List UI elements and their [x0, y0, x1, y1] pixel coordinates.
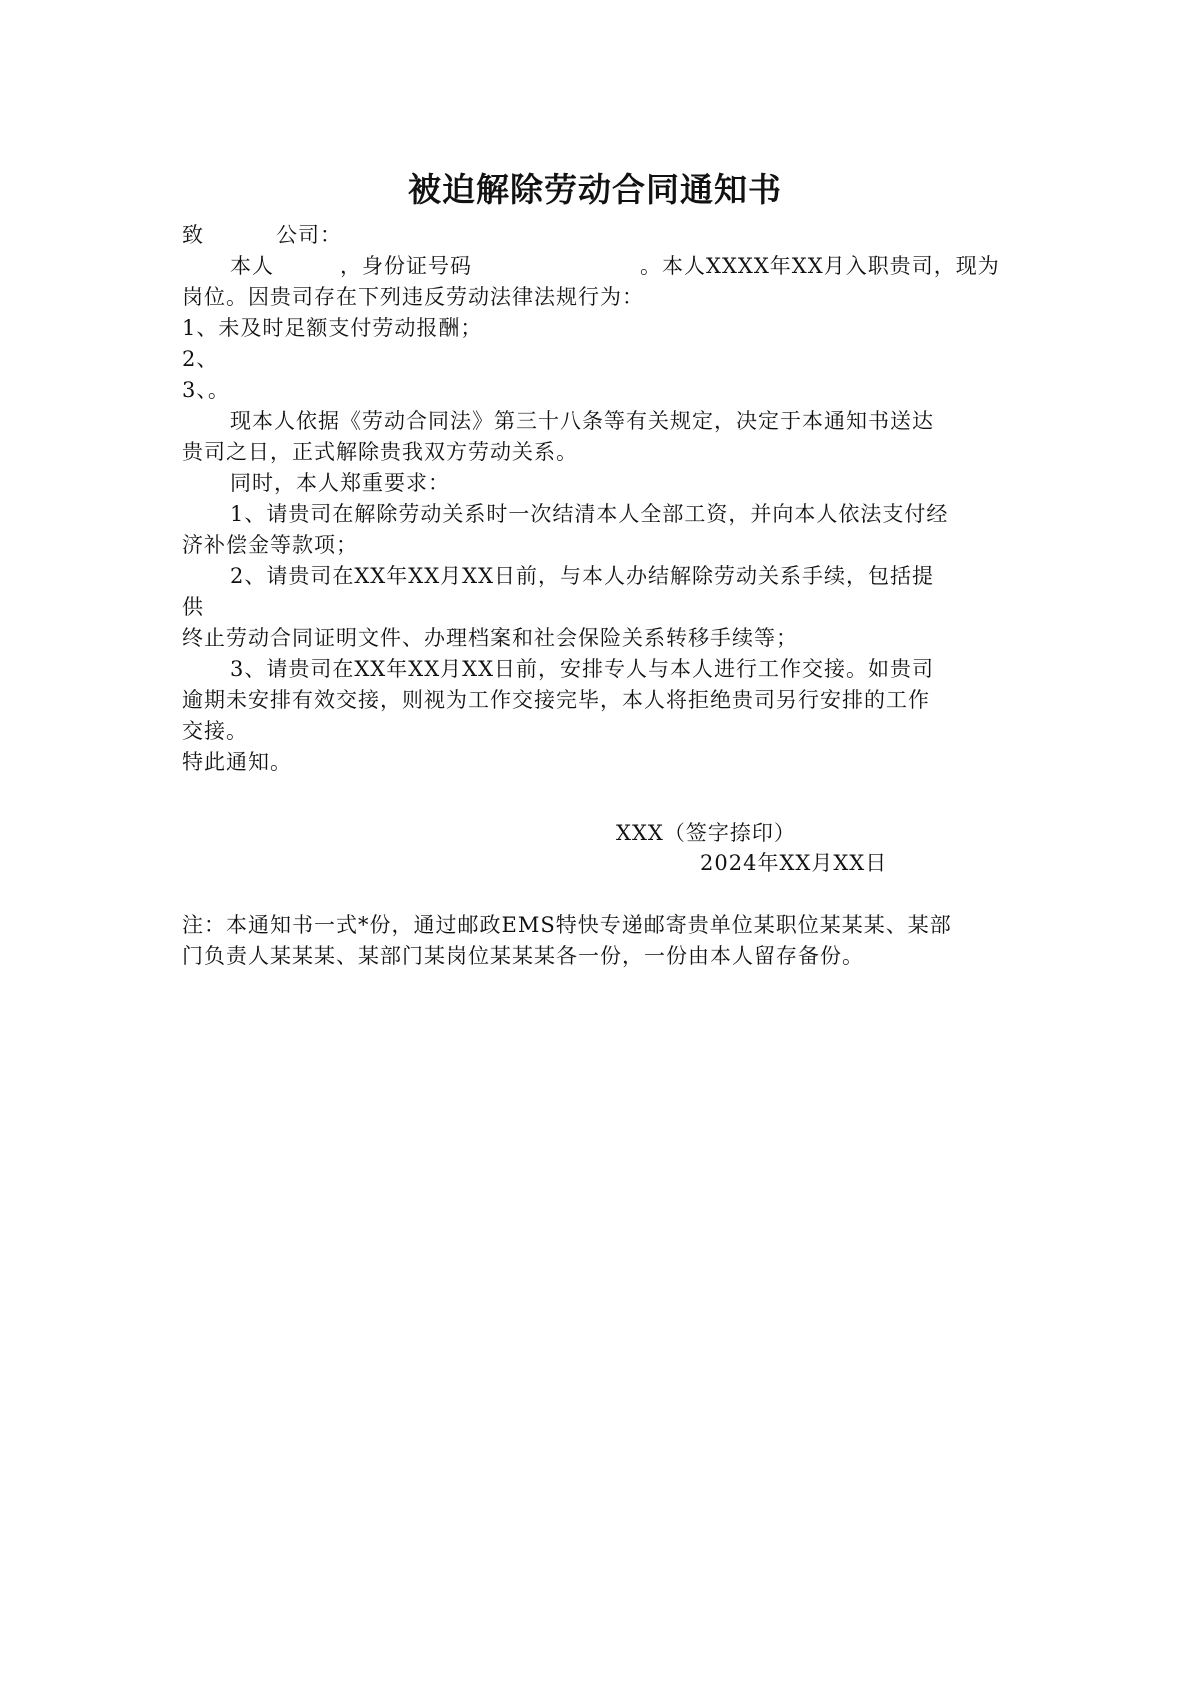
- demand-3-line-3: 交接。: [182, 719, 248, 743]
- intro-line-1: [182, 251, 1012, 282]
- closing-line: 特此通知。: [182, 750, 292, 774]
- demand-2-line-2: 供: [182, 595, 204, 619]
- intro-part-2: ，身份证号码: [340, 254, 472, 278]
- footnote: [182, 910, 1012, 972]
- decision-line-1: 现本人依据《劳动合同法》第三十八条等有关规定，决定于本通知书送达: [230, 409, 934, 433]
- signature-date: 2024年XX月XX日: [700, 851, 888, 875]
- demand-2-line-1: 2、请贵司在XX年XX月XX日前，与本人办结解除劳动关系手续，包括提: [230, 564, 935, 588]
- document-body: [182, 220, 1012, 778]
- salutation-prefix: 致: [182, 223, 204, 247]
- intro-part-1: 本人: [230, 254, 274, 278]
- demand-2-line-3: 终止劳动合同证明文件、办理档案和社会保险关系转移手续等；: [182, 626, 798, 650]
- demands-intro: 同时，本人郑重要求：: [230, 471, 450, 495]
- footnote-line-2: 门负责人某某某、某部门某岗位某某某各一份，一份由本人留存备份。: [182, 944, 864, 968]
- signature-name: XXX（签字捺印）: [616, 821, 796, 845]
- demand-1-line-2: 济补偿金等款项；: [182, 533, 358, 557]
- intro-line-2: 岗位。因贵司存在下列违反劳动法律法规行为：: [182, 285, 644, 309]
- demand-3-line-2: 逾期未安排有效交接，则视为工作交接完毕，本人将拒绝贵司另行安排的工作: [182, 688, 930, 712]
- demand-1-line-1: 1、请贵司在解除劳动关系时一次结清本人全部工资，并向本人依法支付经: [230, 502, 949, 526]
- violation-item-3: 3、。: [182, 378, 230, 402]
- salutation-line: [182, 220, 1012, 251]
- intro-part-3: 。本人XXXX年XX月入职贵司，现为: [640, 254, 1000, 278]
- document-title: 被迫解除劳动合同通知书: [408, 170, 782, 209]
- footnote-line-1: 注：本通知书一式*份，通过邮政EMS特快专递邮寄贵单位某职位某某某、某部: [182, 913, 952, 937]
- violation-item-2: 2、: [182, 347, 219, 371]
- salutation-suffix: 公司：: [276, 223, 342, 247]
- demand-3-line-1: 3、请贵司在XX年XX月XX日前，安排专人与本人进行工作交接。如贵司: [230, 657, 935, 681]
- decision-line-2: 贵司之日，正式解除贵我双方劳动关系。: [182, 440, 578, 464]
- violation-item-1: 1、未及时足额支付劳动报酬；: [182, 316, 483, 340]
